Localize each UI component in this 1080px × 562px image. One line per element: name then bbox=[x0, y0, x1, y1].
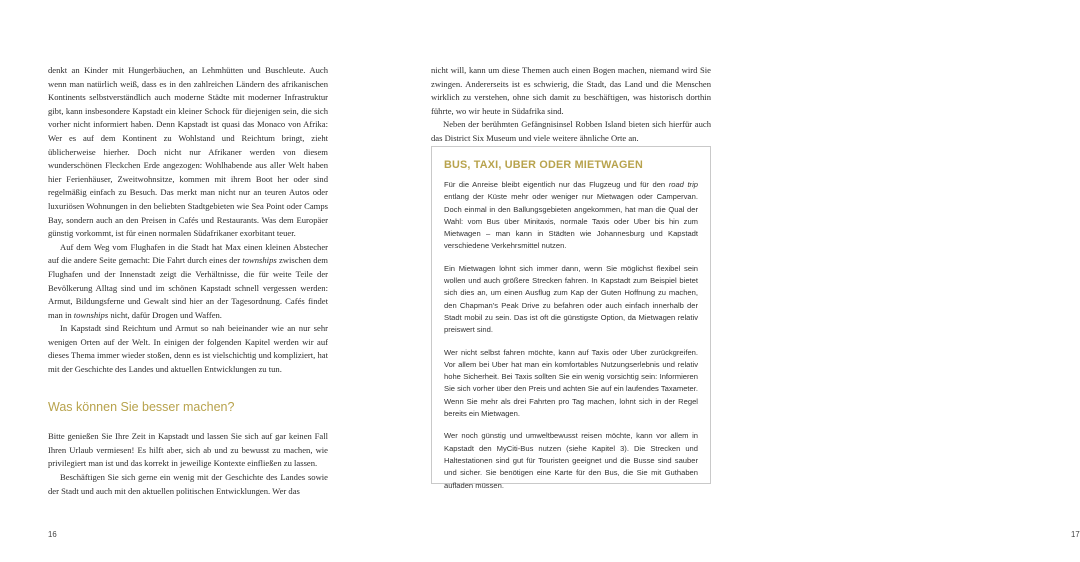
info-box-paragraph: Wer noch günstig und umweltbewusst reisen möchte, kann vor allem in Kapstadt den MyCiti-Bus nutzen (siehe Kapitel 3). Die Strecken und Haltestationen sind gut für Touristen geeignet und die Busse sind sauber und sicher. Sie benötigen eine Karte für den Bus, die Sie mit Guthaben aufladen müssen. bbox=[444, 431, 698, 490]
page-number-left: 16 bbox=[48, 530, 57, 539]
info-box-title: BUS, TAXI, UBER ODER MIETWAGEN bbox=[444, 159, 643, 171]
page-number-right: 17 bbox=[1071, 530, 1080, 539]
right-text-column bbox=[431, 64, 711, 146]
left-page bbox=[0, 0, 375, 562]
info-box bbox=[431, 146, 711, 490]
info-box-paragraph: Für die Anreise bleibt eigentlich nur das Flugzeug und für den road trip entlang der Küste mehr oder weniger nur Mietwagen oder Campervan. Doch einmal in den Ballungsgebieten angekommen, hat man die Qual der Wahl: vom Bus über Minitaxis, normale Taxis oder Uber bis hin zum Mietwagen – man kann in Städten wie Johannesburg und Kapstadt verschiedene Verkehrsmittel nutzen. bbox=[444, 180, 698, 251]
right-page bbox=[375, 0, 1080, 562]
paragraph: denkt an Kinder mit Hungerbäuchen, an Lehmhütten und Buschleute. Auch wenn man natürlich weiß, dass es in den zahlreichen Ländern des afrikanischen Kontinents selbstverständlich auch moderne Städte mit moderner Infrastruktur gibt, kann insbesondere Kapstadt ein kleiner Schock für diejenigen sein, die sich vorher nicht informiert haben. Denn Kapstadt ist quasi das Monaco von Afrika: Wer es auf dem Kontinent zu Wohlstand und Reichtum bringt, zieht üblicherweise hierher. Doch nicht nur Afrikaner werden von diesem wunderschönen Fleckchen Erde angezogen: Wohlhabende aus aller Welt haben hier Ferienhäuser, Zweitwohnsitze, kommen mit ihrem Boot her oder sind regelmäßig einfach zu Besuch. Das merkt man nicht nur an teuren Autos oder luxuriösen Wohnungen in den beliebten Stadtgebieten wie Sea Point oder Camps Bay, sondern auch an den Preisen in Cafés und Restaurants. Was dem Europäer günstig vorkommt, ist für einen normalen Südafrikaner exorbitant teuer. bbox=[48, 65, 328, 239]
paragraph: In Kapstadt sind Reichtum und Armut so nah beieinander wie an nur sehr wenigen Orten auf der Welt. In einigen der folgenden Kapitel werden wir auf dieses Thema immer wieder stoßen, denn es ist vielschichtig und kompliziert, hat mit der Geschichte des Landes und aktuellen Entwicklungen zu tun. bbox=[48, 323, 328, 375]
paragraph: Beschäftigen Sie sich gerne ein wenig mit der Geschichte des Landes sowie der Stadt und auch mit den aktuellen politischen Entwicklungen. Wer das bbox=[48, 472, 328, 496]
paragraph: Neben der berühmten Gefängnisinsel Robben Island bieten sich hierfür auch das District Six Museum und viele weitere ähnliche Orte an. bbox=[431, 119, 711, 143]
info-box-paragraph: Wer nicht selbst fahren möchte, kann auf Taxis oder Uber zurückgreifen. Vor allem bei Uber hat man ein komfortables Nutzungserlebnis und relativ hohe Sicherheit. Bei Taxis sollten Sie ein wenig vorsichtig sein: Informieren Sie sich vorher über den Preis und achten Sie auf ein laufendes Taxameter. Wenn Sie mehr als drei Fahrten pro Tag machen, lohnt sich in der Regel bereits ein Mietwagen. bbox=[444, 347, 698, 419]
paragraph: nicht will, kann um diese Themen auch einen Bogen machen, niemand wird Sie zwingen. Andererseits ist es schwierig, die Stadt, das Land und die Menschen wirklich zu verstehen, ohne sich damit zu beschäftigen, was historisch dorthin führte, wo wir heute in Südafrika sind. bbox=[431, 65, 711, 116]
info-box-paragraph: Ein Mietwagen lohnt sich immer dann, wenn Sie möglichst flexibel sein wollen und auch größere Strecken fahren. In Kapstadt zum Beispiel bietet sich dies an, um einen Ausflug zum Kap der Guten Hoffnung zu machen, den Chapman’s Peak Drive zu befahren oder auch einfach innerhalb der Stadt mobil zu sein. Das ist oft die günstigste Option, da Mietwagen relativ preiswert sind. bbox=[444, 263, 698, 335]
paragraph: Bitte genießen Sie Ihre Zeit in Kapstadt und lassen Sie sich auf gar keinen Fall Ihren Urlaub vermiesen! Es hilft aber, sich ab und zu bewusst zu machen, wie privilegiert man ist und das korrekt in jeweilige Kontexte einfließen zu lassen. bbox=[48, 431, 328, 469]
paragraph: Auf dem Weg vom Flughafen in die Stadt hat Max einen kleinen Abstecher auf die andere Seite gemacht: Die Fahrt durch eines der townships zwischen dem Flughafen und der Innenstadt zeigt die Verhältnisse, die für weite Teile der Bevölkerung Alltag sind und im schönen Kapstadt schnell vergessen werden: Armut, Bildungsferne und Gewalt sind hier an der Tagesordnung. Cafés findet man in townships nicht, dafür Drogen und Waffen. bbox=[48, 241, 328, 320]
section-heading: Was können Sie besser machen? bbox=[48, 399, 235, 414]
left-text-column bbox=[48, 64, 328, 498]
